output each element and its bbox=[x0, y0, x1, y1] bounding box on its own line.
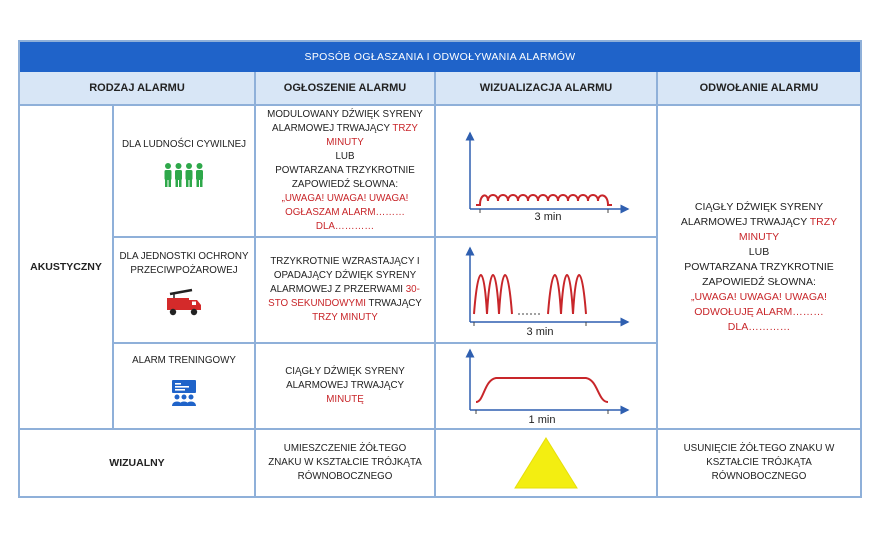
row-2-type bbox=[114, 238, 254, 342]
header-ogloszenie bbox=[256, 72, 434, 104]
group-akustyczny bbox=[20, 106, 112, 428]
cancel-red: TRZY MINUTY bbox=[738, 215, 838, 243]
table-title-text: SPOSÓB OGŁASZANIA I ODWOŁYWANIA ALARMÓW bbox=[304, 51, 576, 63]
row-2-ann-text: TRZYKROTNIE WZRASTAJĄCY I OPADAJĄCY DŹWIĘK SYRENY ALARMOWEJ Z PRZERWAMI bbox=[270, 256, 420, 295]
row-1-ann-text-2: POWTARZANA TRZYKROTNIE ZAPOWIEDŹ SŁOWNA: bbox=[275, 165, 415, 190]
wave-chart-modulated bbox=[456, 121, 636, 221]
visual-cancel-text: USUNIĘCIE ŻÓŁTEGO ZNAKU W KSZTAŁCIE TRÓJKĄTA RÓWNOBOCZNEGO bbox=[683, 443, 835, 482]
wave-line bbox=[474, 275, 512, 314]
time-label: 1 min bbox=[528, 414, 556, 426]
header-rodzaj bbox=[20, 72, 254, 104]
row-3-type-label: ALARM TRENINGOWY bbox=[132, 355, 236, 366]
row-2-ann-red: 30-STO SEKUNDOWYMI bbox=[268, 284, 420, 309]
time-label: 3 min bbox=[534, 211, 562, 221]
row-1-visual bbox=[436, 106, 656, 236]
header-ogloszenie-text: OGŁOSZENIE ALARMU bbox=[283, 82, 407, 94]
row-1-ann-or: LUB bbox=[335, 151, 355, 162]
acoustic-cancel bbox=[658, 106, 860, 428]
table-title bbox=[20, 42, 860, 72]
row-1-ann-red: TRZY MINUTY bbox=[326, 123, 418, 148]
wave-chart-continuous bbox=[456, 346, 636, 426]
time-label: 3 min bbox=[526, 326, 554, 338]
visual-announce bbox=[256, 430, 434, 496]
row-3-visual bbox=[436, 344, 656, 428]
alarm-table bbox=[18, 40, 862, 498]
visual-cancel bbox=[658, 430, 860, 496]
row-2-type-label: DLA JEDNOSTKI OCHRONY PRZECIWPOŻAROWEJ bbox=[119, 251, 249, 276]
header-odwolanie bbox=[658, 72, 860, 104]
people-icon bbox=[162, 162, 206, 188]
group-wizualny bbox=[20, 430, 254, 496]
wave-line bbox=[476, 378, 608, 402]
row-3-announce bbox=[256, 344, 434, 428]
visual-sign bbox=[436, 430, 656, 496]
row-3-ann-text: CIĄGŁY DŹWIĘK SYRENY ALARMOWEJ TRWAJĄCY bbox=[285, 366, 405, 391]
header-wizualizacja bbox=[436, 72, 656, 104]
row-2-ann-red-2: TRZY MINUTY bbox=[312, 312, 378, 323]
visual-announce-text: UMIESZCZENIE ŻÓŁTEGO ZNAKU W KSZTAŁCIE TRÓJKĄTA RÓWNOBOCZNEGO bbox=[268, 443, 422, 482]
cancel-text: CIĄGŁY DŹWIĘK SYRENY ALARMOWEJ TRWAJĄCY bbox=[680, 200, 824, 228]
header-odwolanie-text: ODWOŁANIE ALARMU bbox=[699, 82, 819, 94]
wave-line bbox=[476, 195, 612, 205]
row-1-ann-text: MODULOWANY DŹWIĘK SYRENY ALARMOWEJ TRWAJĄCY bbox=[267, 109, 423, 134]
cancel-red-2: „UWAGA! UWAGA! UWAGA! ODWOŁUJĘ ALARM………DLA………… bbox=[691, 290, 827, 333]
row-2-ann-text-2: TRWAJĄCY bbox=[368, 298, 422, 309]
yellow-triangle-icon bbox=[511, 434, 581, 492]
group-akustyczny-label: AKUSTYCZNY bbox=[30, 261, 102, 273]
cancel-or: LUB bbox=[748, 245, 770, 258]
row-3-type bbox=[114, 344, 254, 428]
row-1-type-label: DLA LUDNOŚCI CYWILNEJ bbox=[121, 139, 247, 150]
row-2-visual bbox=[436, 238, 656, 342]
row-3-ann-red: MINUTĘ bbox=[326, 394, 364, 405]
row-2-announce bbox=[256, 238, 434, 342]
wave-chart-rising-falling bbox=[456, 242, 636, 338]
group-wizualny-label: WIZUALNY bbox=[109, 457, 165, 469]
header-rodzaj-text: RODZAJ ALARMU bbox=[89, 82, 185, 94]
cancel-text-2: POWTARZANA TRZYKROTNIE ZAPOWIEDŹ SŁOWNA: bbox=[684, 260, 834, 288]
row-1-announce bbox=[256, 106, 434, 236]
row-1-type bbox=[114, 106, 254, 236]
training-icon bbox=[169, 378, 199, 408]
header-wizualizacja-text: WIZUALIZACJA ALARMU bbox=[479, 82, 613, 94]
fire-truck-icon bbox=[164, 288, 204, 318]
wave-line bbox=[548, 275, 586, 314]
row-1-ann-red-2: „UWAGA! UWAGA! UWAGA! OGŁASZAM ALARM………DLA………… bbox=[281, 193, 409, 232]
